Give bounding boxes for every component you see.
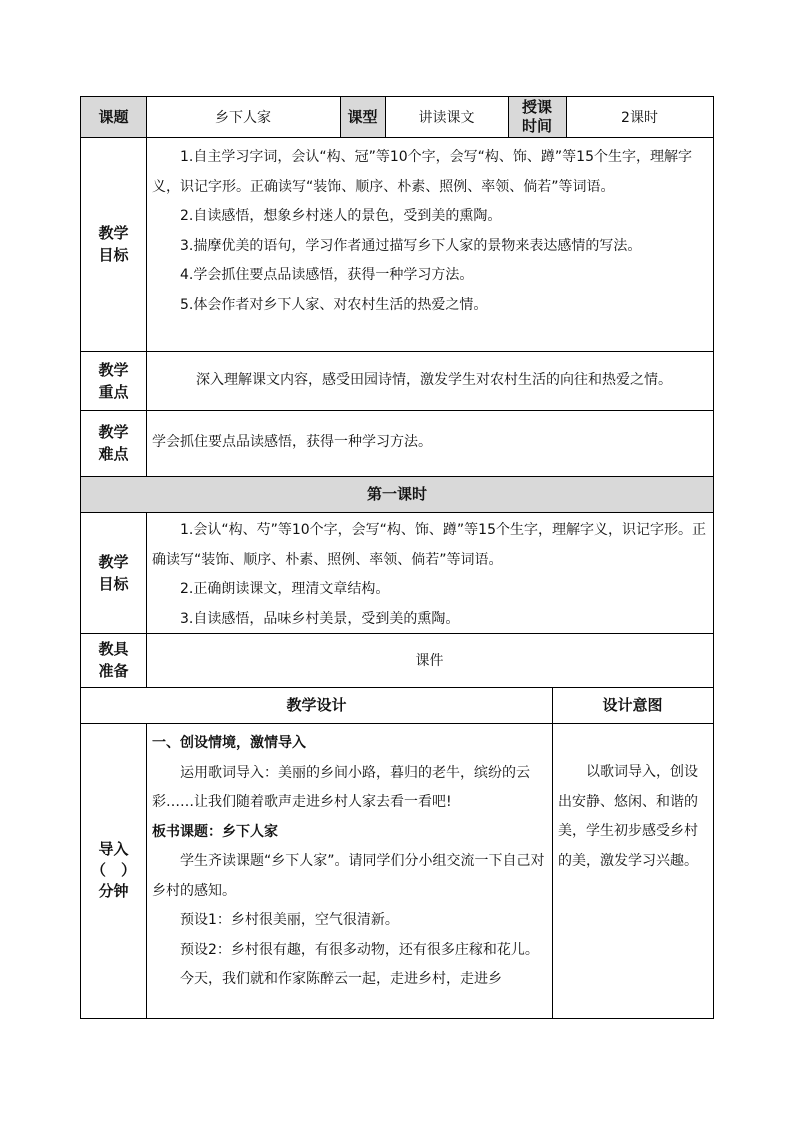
row-divider bbox=[81, 512, 713, 513]
col-divider bbox=[146, 512, 147, 687]
lesson-goals-item: 1.会认“构、芍”等10个字，会写“构、饰、蹲”等15个生字，理解字义，识记字形。正确读写“装饰、顺序、朴素、照例、率领、倘若”等词语。 bbox=[152, 522, 706, 568]
design-heading: 一、创设情境，激情导入 bbox=[152, 735, 306, 751]
goals-label: 教学 目标 bbox=[98, 224, 129, 264]
goals-item: 1.自主学习字词，会认“构、冠”等10个字，会写“构、饰、蹲”等15个生字，理解字义，识记字形。正确读写“装饰、顺序、朴素、照例、率领、倘若”等词语。 bbox=[152, 149, 692, 195]
design-intent: 以歌词导入，创设出安静、悠闲、和谐的美，学生初步感受乡村的美，激发学习兴趣。 bbox=[558, 764, 698, 869]
type-value: 讲读课文 bbox=[418, 110, 475, 126]
table-border-left bbox=[80, 96, 81, 1019]
col-divider bbox=[340, 96, 341, 137]
row-divider bbox=[81, 410, 713, 411]
section-title: 第一课时 bbox=[366, 485, 427, 503]
goals-item: 4.学会抓住要点品读感悟，获得一种学习方法。 bbox=[180, 267, 474, 283]
materials-value: 课件 bbox=[415, 653, 444, 669]
table-border-right bbox=[713, 96, 714, 1019]
time-value: 2课时 bbox=[621, 110, 658, 126]
materials-label: 教具 准备 bbox=[98, 640, 129, 680]
row-divider bbox=[81, 351, 713, 352]
table-border-bottom bbox=[81, 1018, 714, 1019]
col-divider bbox=[508, 96, 509, 137]
design-paragraph: 运用歌词导入：美丽的乡间小路，暮归的老牛，缤纷的云彩……让我们随着歌声走进乡村人家去看一看吧! bbox=[152, 764, 530, 810]
col-divider bbox=[146, 723, 147, 1018]
row-divider bbox=[81, 687, 713, 688]
row-divider bbox=[81, 723, 713, 724]
goals-item: 2.自读感悟，想象乡村迷人的景色，受到美的熏陶。 bbox=[180, 208, 502, 224]
design-paragraph: 预设1：乡村很美丽，空气很清新。 bbox=[180, 912, 399, 928]
type-label: 课型 bbox=[347, 108, 378, 126]
goals-item: 5.体会作者对乡下人家、对农村生活的热爱之情。 bbox=[180, 296, 488, 313]
intro-row-label: 导入 （ ） 分钟 bbox=[90, 840, 136, 900]
goals-item: 3.揣摩优美的语句，学习作者通过描写乡下人家的景物来表达感情的写法。 bbox=[180, 237, 642, 254]
row-divider bbox=[81, 476, 713, 477]
topic-label: 课题 bbox=[98, 108, 129, 126]
design-column-header: 教学设计 bbox=[286, 696, 347, 714]
lesson-goals-item: 3.自读感悟，品味乡村美景，受到美的熏陶。 bbox=[180, 610, 460, 627]
key-points-text: 深入理解课文内容，感受田园诗情，激发学生对农村生活的向往和热爱之情。 bbox=[196, 371, 672, 388]
lesson-goals-label: 教学 目标 bbox=[98, 552, 129, 593]
col-divider bbox=[552, 687, 553, 1018]
time-label: 授课 时间 bbox=[521, 98, 552, 135]
design-content bbox=[152, 729, 548, 995]
board-title: 板书课题：乡下人家 bbox=[152, 823, 278, 840]
col-divider bbox=[385, 96, 386, 137]
col-divider bbox=[146, 96, 147, 476]
lesson-goals-item: 2.正确朗读课文，理清文章结构。 bbox=[180, 581, 390, 597]
goals-content bbox=[152, 143, 710, 320]
design-paragraph: 今天，我们就和作家陈醉云一起，走进乡村，走进乡 bbox=[180, 971, 502, 987]
row-divider bbox=[81, 137, 713, 138]
row-divider bbox=[81, 633, 713, 634]
table-border-top bbox=[81, 96, 714, 97]
difficulties-text: 学会抓住要点品读感悟，获得一种学习方法。 bbox=[152, 434, 432, 451]
lesson-goals-content bbox=[152, 516, 710, 634]
intent-column-header: 设计意图 bbox=[602, 696, 663, 714]
difficulties-label: 教学 难点 bbox=[98, 423, 129, 463]
key-points-label: 教学 重点 bbox=[98, 360, 129, 401]
col-divider bbox=[566, 96, 567, 137]
design-paragraph: 学生齐读课题“乡下人家”。请同学们分小组交流一下自己对乡村的感知。 bbox=[152, 853, 545, 899]
design-paragraph: 预设2：乡村很有趣，有很多动物，还有很多庄稼和花儿。 bbox=[180, 941, 539, 958]
topic-value: 乡下人家 bbox=[215, 110, 271, 126]
